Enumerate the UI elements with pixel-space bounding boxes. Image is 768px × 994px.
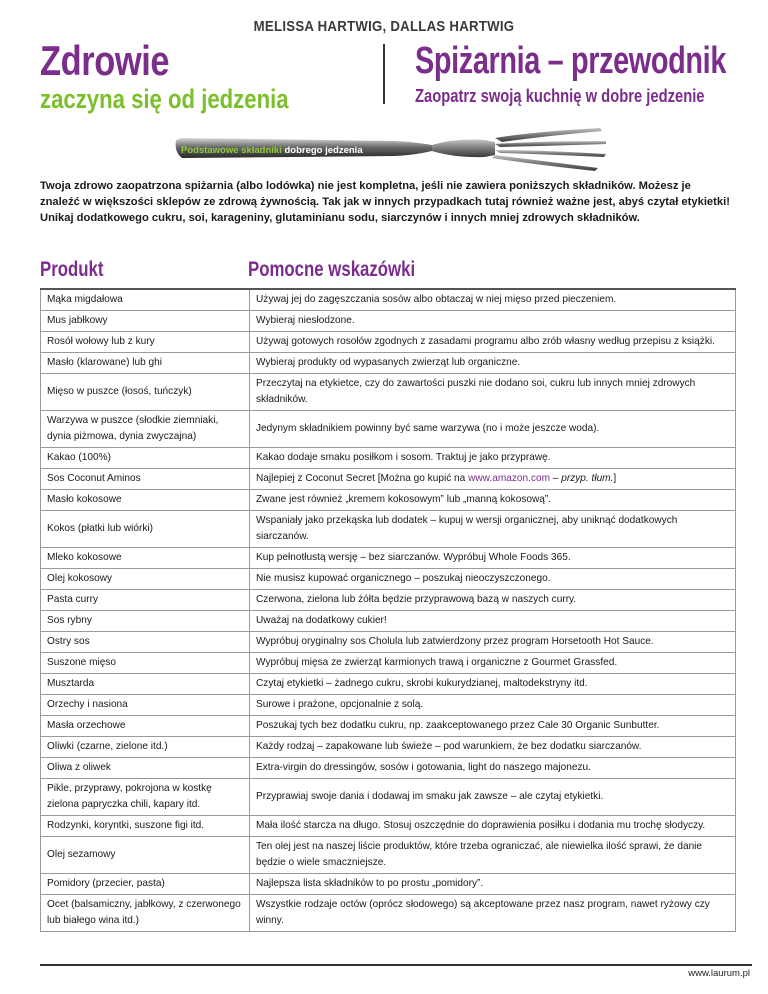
table-row [41, 374, 736, 411]
table-row [41, 874, 736, 895]
product-tip: Czytaj etykietki – żadnego cukru, skrobi kukurydzianej, maltodekstryny itd. [250, 674, 736, 695]
table-row [41, 490, 736, 511]
table-row [41, 569, 736, 590]
table-row [41, 311, 736, 332]
product-tip [250, 469, 736, 490]
table-row [41, 632, 736, 653]
footer-url: www.laurum.pl [688, 968, 750, 979]
product-tip: Uważaj na dodatkowy cukier! [250, 611, 736, 632]
product-tip: Kup pełnotłustą wersję – bez siarczanów. Wypróbuj Whole Foods 365. [250, 548, 736, 569]
product-name: Olej kokosowy [41, 569, 250, 590]
product-tip: Używaj jej do zagęszczania sosów albo obtaczaj w niej mięso przed pieczeniem. [250, 289, 736, 311]
table-row [41, 590, 736, 611]
product-tip: Nie musisz kupować organicznego – poszukaj nieoczyszczonego. [250, 569, 736, 590]
product-name: Masło kokosowe [41, 490, 250, 511]
product-tip: Wybieraj produkty od wypasanych zwierząt lub organiczne. [250, 353, 736, 374]
product-tip: Przyprawiaj swoje dania i dodawaj im smaku jak zawsze – ale czytaj etykietki. [250, 779, 736, 816]
tip-text: Najlepiej z Coconut Secret [Można go kupić na [256, 473, 469, 484]
authors: MELISSA HARTWIG, DALLAS HARTWIG [253, 18, 515, 35]
table-row [41, 411, 736, 448]
product-tip: Używaj gotowych rosołów zgodnych z zasadami programu albo zrób własny według przepisu z książki. [250, 332, 736, 353]
column-header-product: Produkt [40, 258, 104, 281]
pantry-table [40, 288, 736, 932]
product-name: Oliwki (czarne, zielone itd.) [41, 737, 250, 758]
translator-note: przyp. tłum. [561, 473, 614, 484]
product-tip: Extra-virgin do dressingów, sosów i gotowania, light do naszego majonezu. [250, 758, 736, 779]
product-name: Warzywa w puszce (słodkie ziemniaki, dynia piżmowa, dynia zwyczajna) [41, 411, 250, 448]
product-name: Mus jabłkowy [41, 311, 250, 332]
table-row [41, 611, 736, 632]
amazon-link[interactable]: www.amazon.com [468, 473, 550, 484]
product-name: Kakao (100%) [41, 448, 250, 469]
table-row [41, 779, 736, 816]
product-tip: Jedynym składnikiem powinny być same warzywa (no i może jeszcze woda). [250, 411, 736, 448]
intro-paragraph: Twoja zdrowo zaopatrzona spiżarnia (albo lodówka) nie jest kompletna, jeśli nie zawiera poniższych składników. Możesz je znaleźć w większości sklepów ze zdrową żywnością. Tak jak w innych przypadkach tutaj również ważne jest, abyś czytał etykietki! Unikaj dodatkowego cukru, soi, karageniny, glutaminianu sodu, siarczynów i innych mniej zdrowych składników. [40, 180, 730, 224]
table-row [41, 895, 736, 932]
product-name: Olej sezamowy [41, 837, 250, 874]
table-row [41, 511, 736, 548]
product-name: Masło (klarowane) lub ghi [41, 353, 250, 374]
product-name: Ocet (balsamiczny, jabłkowy, z czerwonego lub białego wina itd.) [41, 895, 250, 932]
product-name: Oliwa z oliwek [41, 758, 250, 779]
product-name: Rosół wołowy lub z kury [41, 332, 250, 353]
product-name: Pasta curry [41, 590, 250, 611]
table-row [41, 469, 736, 490]
product-tip: Najlepsza lista składników to po prostu „pomidory”. [250, 874, 736, 895]
column-header-tips: Pomocne wskazówki [248, 258, 416, 281]
book-title [40, 38, 370, 114]
product-name: Masła orzechowe [41, 716, 250, 737]
product-name: Mąka migdałowa [41, 289, 250, 311]
table-row [41, 448, 736, 469]
product-name: Pikle, przyprawy, pokrojona w kostkę zielona papryczka chili, kapary itd. [41, 779, 250, 816]
table-row [41, 332, 736, 353]
product-name: Orzechy i nasiona [41, 695, 250, 716]
table-row [41, 289, 736, 311]
product-name: Pomidory (przecier, pasta) [41, 874, 250, 895]
table-row [41, 737, 736, 758]
table-row [41, 548, 736, 569]
product-tip: Zwane jest również „kremem kokosowym” lub „manną kokosową”. [250, 490, 736, 511]
table-row [41, 758, 736, 779]
product-tip: Wszystkie rodzaje octów (oprócz słodowego) są akceptowane przez nasz program, nawet ryżowy czy winny. [250, 895, 736, 932]
banner-caption-part2: dobrego jedzenia [284, 145, 363, 156]
product-tip: Czerwona, zielona lub żółta będzie przyprawową bazą w naszych curry. [250, 590, 736, 611]
table-row [41, 674, 736, 695]
product-name: Rodzynki, koryntki, suszone figi itd. [41, 816, 250, 837]
product-tip: Przeczytaj na etykietce, czy do zawartości puszki nie dodano soi, cukru lub innych mniej zdrowych składników. [250, 374, 736, 411]
product-tip: Wypróbuj oryginalny sos Cholula lub zatwierdzony przez program Horsetooth Hot Sauce. [250, 632, 736, 653]
product-name: Ostry sos [41, 632, 250, 653]
tip-text: – [550, 473, 562, 484]
banner-caption-part1: Podstawowe składniki [181, 145, 282, 156]
book-title-sub: zaczyna się od jedzenia [40, 84, 289, 114]
product-tip: Wspaniały jako przekąska lub dodatek – kupuj w wersji organicznej, aby uniknąć dodatkowych siarczanów. [250, 511, 736, 548]
table-row [41, 837, 736, 874]
product-tip: Poszukaj tych bez dodatku cukru, np. zaakceptowanego przez Cale 30 Organic Sunbutter. [250, 716, 736, 737]
product-name: Sos Coconut Aminos [41, 469, 250, 490]
tip-text: ] [613, 473, 617, 484]
product-tip: Mała ilość starcza na długo. Stosuj oszczędnie do doprawienia posiłku i dodania mu trochę słodyczy. [250, 816, 736, 837]
title-divider [383, 44, 385, 104]
product-tip: Ten olej jest na naszej liście produktów, które trzeba ograniczać, ale niewielka ilość sprawi, że danie będzie o wiele smaczniejsze. [250, 837, 736, 874]
product-name: Mięso w puszce (łosoś, tuńczyk) [41, 374, 250, 411]
product-tip: Każdy rodzaj – zapakowane lub świeże – pod warunkiem, że bez dodatku siarczanów. [250, 737, 736, 758]
guide-title-block [415, 38, 755, 108]
product-name: Kokos (płatki lub wiórki) [41, 511, 250, 548]
guide-subtitle: Zaopatrz swoją kuchnię w dobre jedzenie [415, 86, 705, 106]
table-row [41, 353, 736, 374]
product-tip: Wybieraj niesłodzone. [250, 311, 736, 332]
guide-title: Spiżarnia – przewodnik [415, 40, 727, 82]
product-name: Mleko kokosowe [41, 548, 250, 569]
product-tip: Wypróbuj mięsa ze zwierząt karmionych trawą i organiczne z Gourmet Grassfed. [250, 653, 736, 674]
banner-caption [181, 145, 363, 156]
product-tip: Kakao dodaje smaku posiłkom i sosom. Traktuj je jako przyprawę. [250, 448, 736, 469]
table-row [41, 695, 736, 716]
footer-rule [40, 964, 752, 966]
product-name: Musztarda [41, 674, 250, 695]
table-row [41, 653, 736, 674]
table-row [41, 816, 736, 837]
table-row [41, 716, 736, 737]
product-tip: Surowe i prażone, opcjonalnie z solą. [250, 695, 736, 716]
product-name: Sos rybny [41, 611, 250, 632]
product-name: Suszone mięso [41, 653, 250, 674]
book-title-main: Zdrowie [40, 37, 170, 84]
